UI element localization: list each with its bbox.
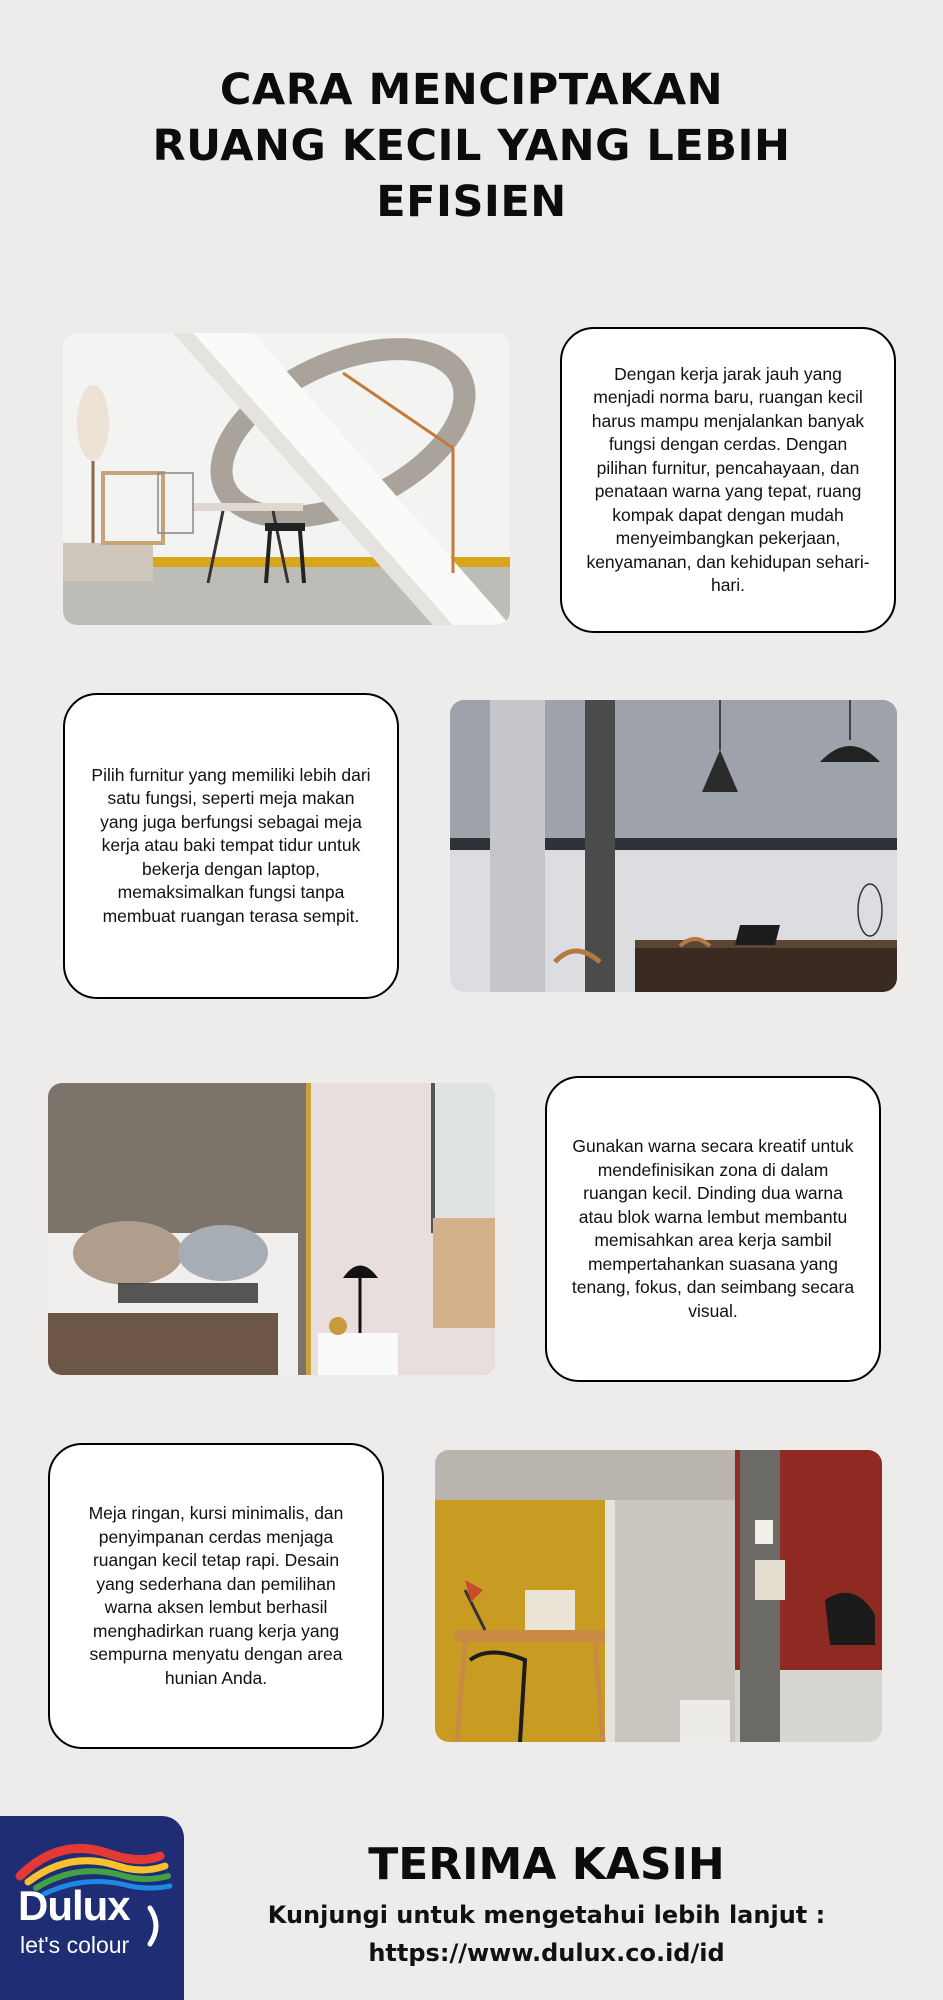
dulux-logo — [0, 1816, 184, 2000]
title-line-2: RUANG KECIL YANG LEBIH — [152, 121, 791, 171]
text-card-1 — [560, 327, 896, 633]
photo-dining-workspace — [450, 700, 897, 992]
page-title — [100, 62, 843, 230]
photo-staircase-workspace — [63, 333, 510, 625]
website-link[interactable]: https://www.dulux.co.id/id — [368, 1939, 725, 1967]
text-card-4 — [48, 1443, 384, 1749]
title-line-3: EFISIEN — [376, 177, 567, 227]
photo-yellow-desk-corner — [435, 1450, 882, 1742]
logo-brand: Dulux — [18, 1882, 130, 1929]
card-text-4: Meja ringan, kursi minimalis, dan penyimpanan cerdas menjaga ruangan kecil tetap rapi. Desain yang sederhana dan pemilihan warna aksen lembut berhasil menghadirkan ruang kerja yang sempurna menyatu dengan area hunian Anda. — [88, 1503, 344, 1688]
logo-tagline: let's colour — [20, 1932, 130, 1958]
visit-text: Kunjungi untuk mengetahui lebih lanjut : — [267, 1901, 826, 1929]
photo-bedroom-color-block — [48, 1083, 495, 1375]
text-card-3 — [545, 1076, 881, 1382]
card-text-1: Dengan kerja jarak jauh yang menjadi norma baru, ruangan kecil harus mampu menjalankan banyak fungsi dengan cerdas. Dengan pilihan furnitur, pencahayaan, dan penataan warna yang tepat, ruang kompak dapat dengan mudah menyeimbangkan pekerjaan, kenyamanan, dan kehidupan sehari-hari. — [586, 363, 870, 595]
text-card-2 — [63, 693, 399, 999]
thank-you-heading: TERIMA KASIH — [368, 1839, 725, 1890]
card-text-2: Pilih furnitur yang memiliki lebih dari satu fungsi, seperti meja makan yang juga berfungsi sebagai meja kerja atau baki tempat tidur untuk bekerja dengan laptop, memaksimalkan fungsi tanpa membuat ruangan terasa sempit. — [91, 764, 371, 926]
title-line-1: CARA MENCIPTAKAN — [219, 65, 724, 115]
card-text-3: Gunakan warna secara kreatif untuk mendefinisikan zona di dalam ruangan kecil. Dinding dua warna atau blok warna lembut membantu memisahkan area kerja sambil mempertahankan suasana yang tenang, fokus, dan seimbang secara visual. — [571, 1136, 855, 1321]
